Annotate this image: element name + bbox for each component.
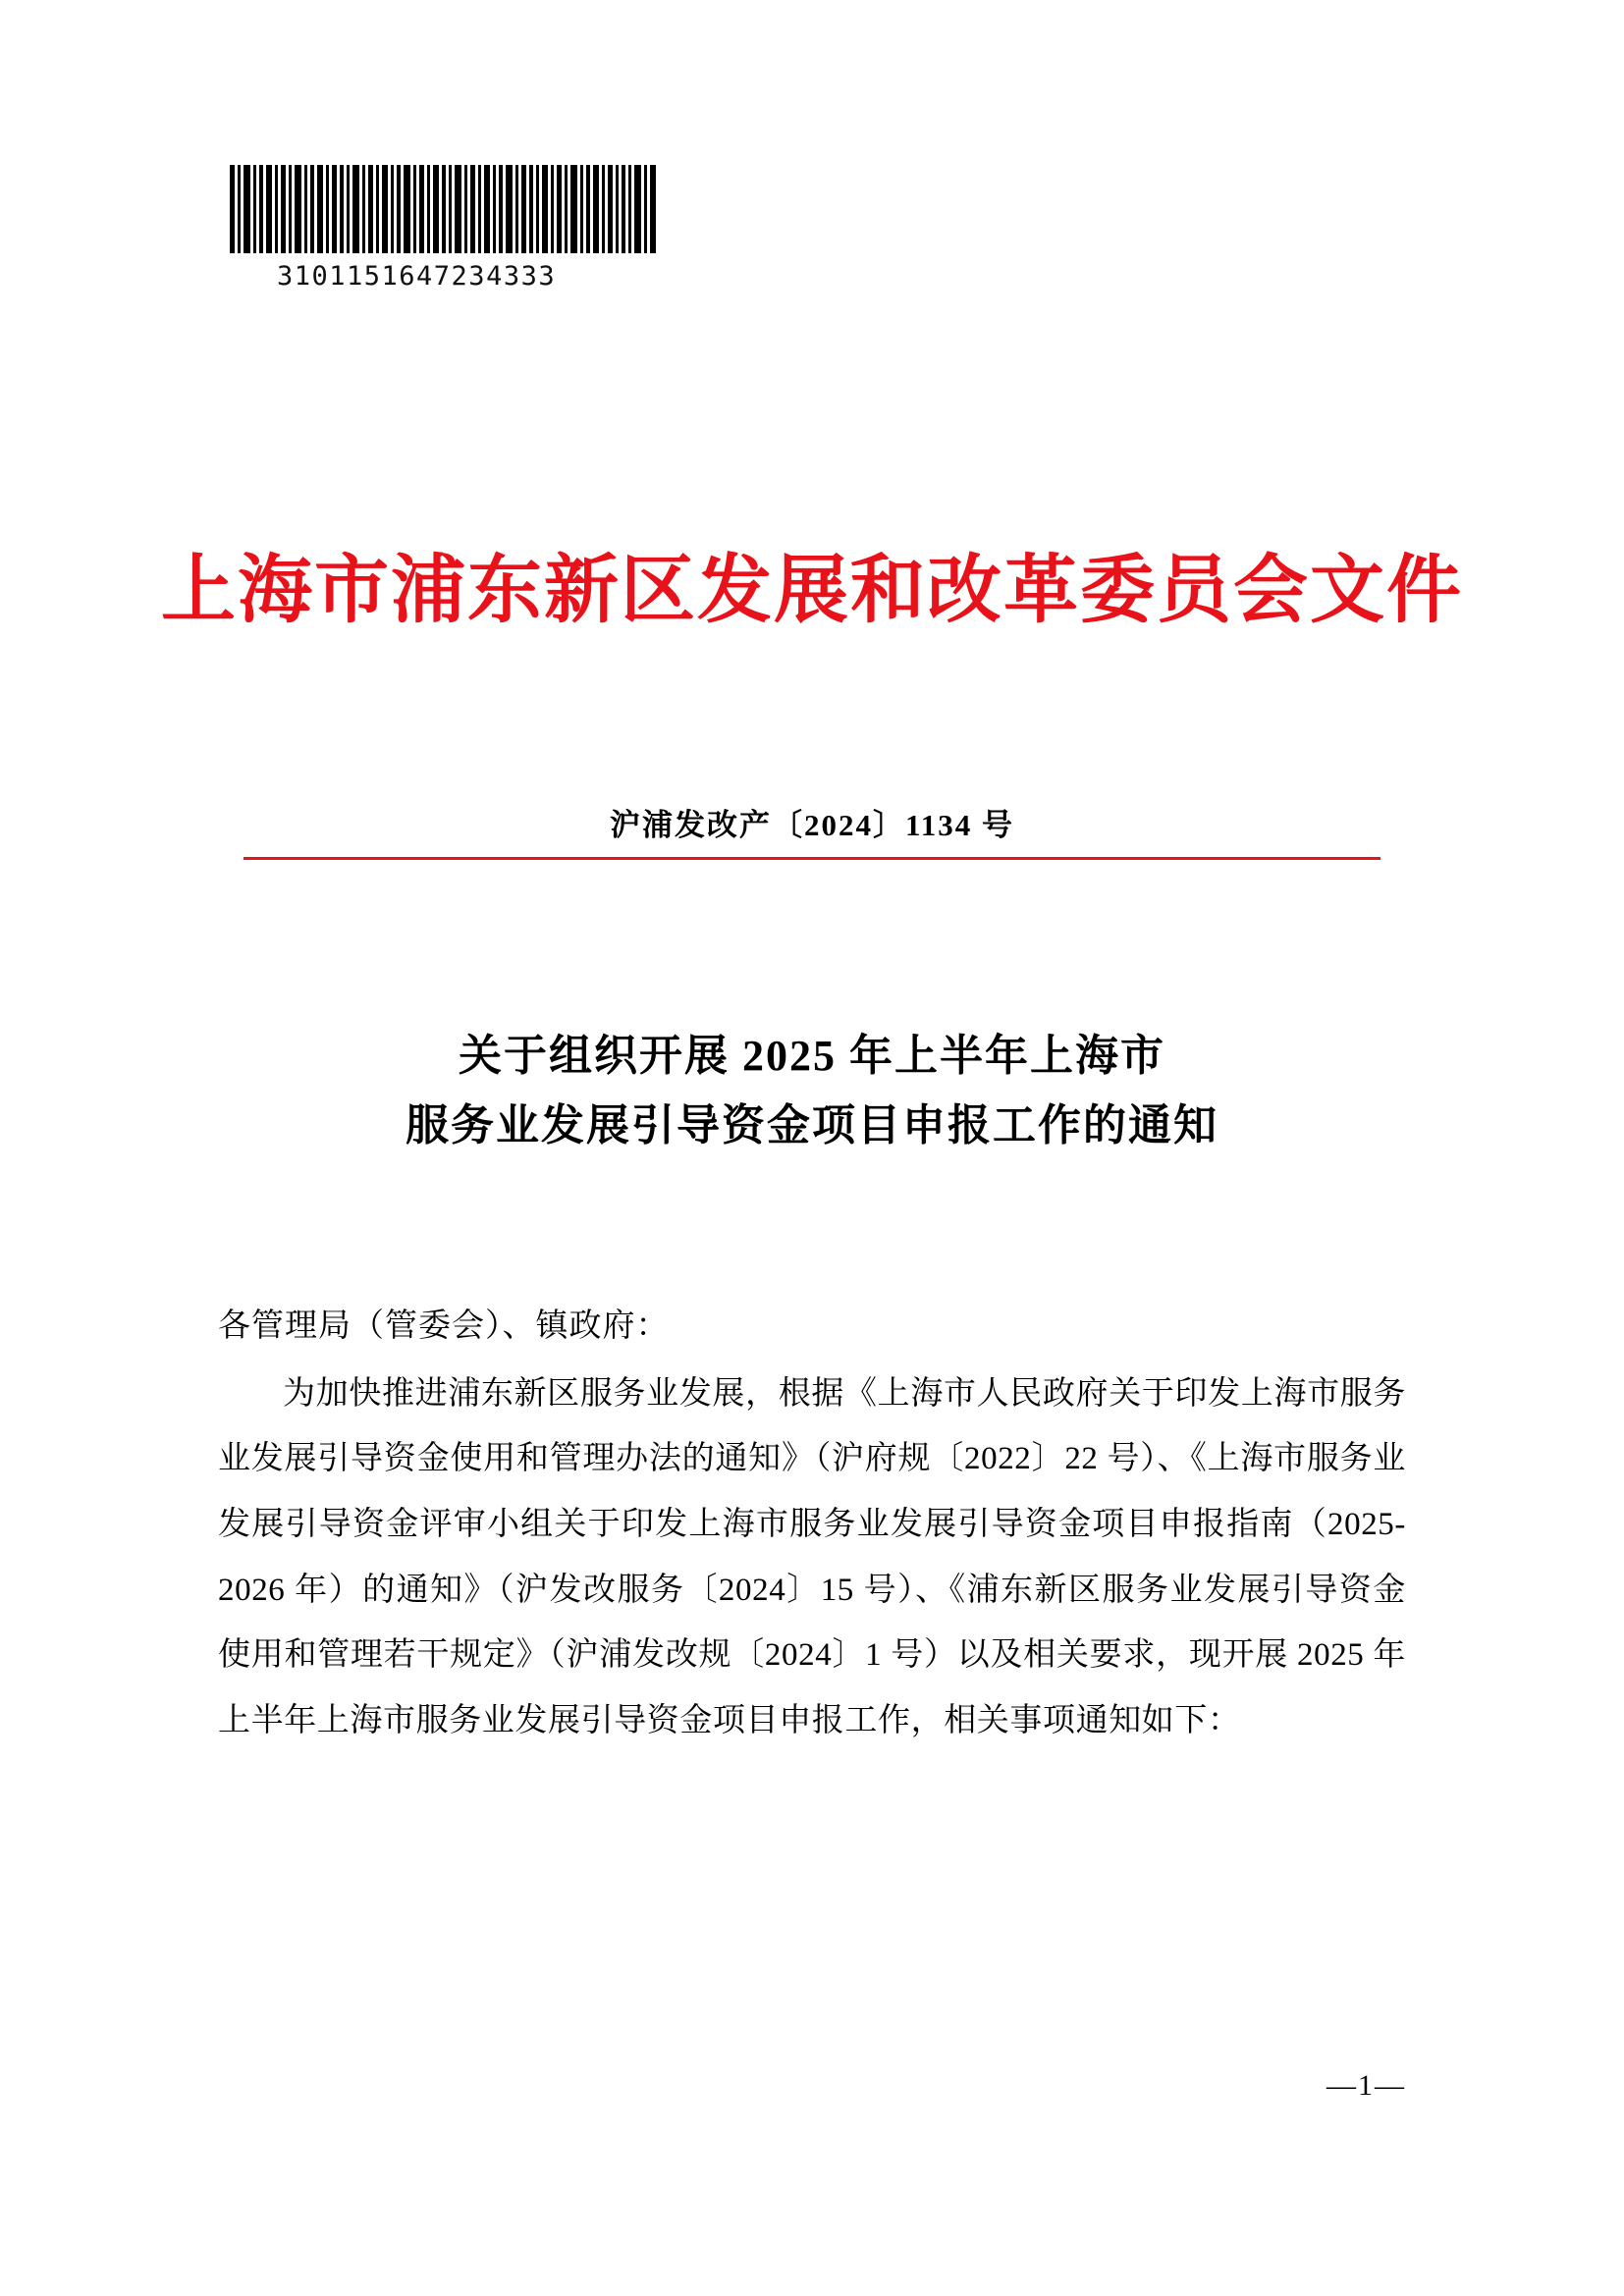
document-body — [218, 1294, 1406, 1754]
barcode-block — [228, 165, 679, 292]
masthead-title: 上海市浦东新区发展和改革委员会文件 — [161, 550, 1463, 632]
document-number: 沪浦发改产〔2024〕1134 号 — [609, 808, 1015, 842]
page-title — [245, 1021, 1379, 1161]
body-paragraph-1: 为加快推进浦东新区服务业发展，根据《上海市人民政府关于印发上海市服务业发展引导资金使用和管理办法的通知》（沪府规〔2022〕22 号）、《上海市服务业发展引导资金评审小组关于印发上海市服务业发展引导资金项目申报指南（2025-2026 年）的通知》（沪发改服务〔2024〕15 号）、《浦东新区服务业发展引导资金使用和管理若干规定》（沪浦发改规〔2024〕1 号）以及相关要求，现开展 2025 年上半年上海市服务业发展引导资金项目申报工作，相关事项通知如下： — [218, 1375, 1406, 1738]
page-number: —1— — [1326, 2069, 1406, 2102]
barcode-icon — [228, 165, 660, 253]
barcode-number: 3101151647234333 — [277, 261, 557, 292]
page-title-line-2: 服务业发展引导资金项目申报工作的通知 — [406, 1101, 1218, 1150]
salutation: 各管理局（管委会）、镇政府： — [218, 1308, 670, 1344]
red-divider — [244, 857, 1380, 860]
page-title-line-1: 关于组织开展 2025 年上半年上海市 — [459, 1032, 1165, 1080]
